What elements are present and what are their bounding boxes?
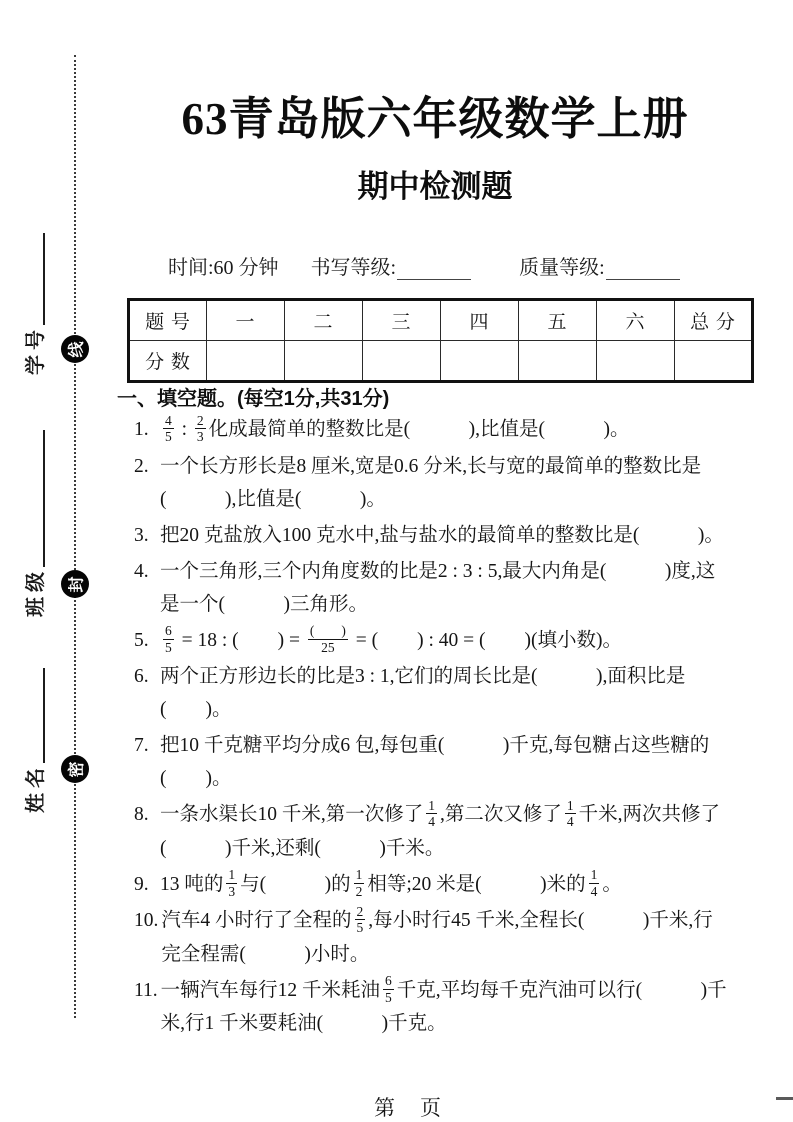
question-number: 8.: [134, 804, 149, 826]
fraction: $\frac{2}{3}$: [196, 412, 204, 445]
fraction: $\frac{1}{4}$: [590, 867, 598, 899]
seal-stamp-mi: 密: [61, 755, 89, 783]
question-number: 2.: [134, 455, 149, 477]
question-row: [134, 413, 782, 447]
fraction: $\frac{1}{4}$: [566, 797, 574, 830]
question-body: 一辆汽车每行12 千米耗油 $\frac{6}{5}$ 千克,平均每千克汽油可以行( )千 米,行1 千米要耗油( )千克。: [160, 973, 727, 1035]
question-number: 10.: [134, 910, 159, 932]
question-number: 9.: [134, 873, 149, 895]
question-row: [134, 974, 782, 1041]
score-cell: [519, 341, 597, 382]
question-row: [134, 660, 782, 726]
score-table-score-row: [129, 341, 753, 382]
score-table-col: 二: [285, 300, 363, 341]
name-field: [16, 668, 50, 813]
question-row: [134, 729, 782, 795]
question-number: 11.: [134, 979, 158, 1001]
question-body: 一个长方形长是8 厘米,宽是0.6 分米,长与宽的最简单的整数比是 ( ),比值是( )。: [160, 455, 702, 510]
question-body: 一条水渠长10 千米,第一次修了 $\frac{1}{4}$ ,第二次又修了 $\frac{1}{4}$ 千米,两次共修了 ( )千米,还剩( )千米。: [160, 797, 721, 859]
score-table-col: 三: [363, 300, 441, 341]
seal-stamp-xian: 线: [61, 335, 89, 363]
fill-in-questions-list: [134, 413, 782, 1043]
score-table-col: 五: [519, 300, 597, 341]
fraction: $\frac{( )}{25}$: [309, 623, 346, 655]
page-footer: 第 页: [374, 1097, 443, 1120]
fraction: $\frac{6}{5}$: [165, 623, 172, 655]
score-cell: [207, 341, 285, 382]
question-number: 1.: [134, 419, 149, 440]
question-row: [134, 624, 782, 658]
student-id-field: [16, 233, 50, 375]
section-one-heading: 一、填空题。(每空1分,共31分): [117, 388, 390, 410]
score-cell: [597, 341, 675, 382]
class-label: 班级: [24, 567, 47, 617]
page-title: 63青岛版六年级数学上册: [181, 94, 689, 144]
score-table-col: 四: [441, 300, 519, 341]
fraction: $\frac{2}{5}$: [356, 903, 364, 936]
seal-stamp-feng: 封: [61, 570, 89, 598]
question-row: [134, 450, 782, 516]
question-row: [134, 904, 782, 971]
fraction: $\frac{6}{5}$: [385, 973, 392, 1005]
page-edge-dash: [776, 1097, 793, 1100]
question-row: [134, 519, 782, 552]
score-cell: [363, 341, 441, 382]
fraction: $\frac{1}{4}$: [428, 797, 436, 830]
question-body: 13 吨的 $\frac{1}{3}$ 与( )的 $\frac{1}{2}$ 相等;20 米是( )米的 $\frac{1}{4}$ 。: [160, 867, 622, 899]
question-row: [134, 555, 782, 621]
question-body: 两个正方形边长的比是3 : 1,它们的周长比是( ),面积比是 ( )。: [160, 666, 686, 721]
name-label: 姓名: [24, 763, 47, 813]
name-blank: [43, 668, 45, 763]
score-table-col: 一: [207, 300, 285, 341]
question-row: [134, 798, 782, 865]
exam-info-bar: [168, 251, 768, 280]
question-number: 6.: [134, 666, 149, 688]
class-blank: [43, 430, 45, 567]
fraction: $\frac{1}{2}$: [355, 867, 363, 899]
score-table-col: 总 分: [675, 300, 753, 341]
question-number: 4.: [134, 560, 149, 582]
score-table-col: 六: [597, 300, 675, 341]
time-label: 时间:60 分钟: [168, 257, 279, 279]
question-body: $\frac{4}{5}$ : $\frac{2}{3}$ 化成最简单的整数比是( ),比值是( )。: [165, 412, 630, 445]
question-row: [134, 868, 782, 902]
score-cell: [675, 341, 753, 382]
fraction: $\frac{4}{5}$: [165, 412, 172, 445]
page-subtitle: 期中检测题: [357, 169, 513, 204]
student-id-blank: [43, 233, 45, 325]
writing-grade-blank: [397, 259, 471, 280]
writing-grade-label: 书写等级:: [310, 257, 397, 279]
score-table-corner: 题 号: [129, 300, 207, 341]
quality-grade-blank: [606, 259, 680, 280]
question-body: $\frac{6}{5}$ = 18 : ( ) = $\frac{( )}{25}$ = ( ) : 40 = ( )(填小数)。: [165, 623, 623, 655]
question-body: 把20 克盐放入100 克水中,盐与盐水的最简单的整数比是( )。: [160, 524, 724, 546]
score-table-header-row: [129, 300, 753, 341]
score-row-label: 分 数: [129, 341, 207, 382]
seal-dotted-line: [74, 55, 76, 1018]
question-number: 3.: [134, 524, 149, 546]
question-number: 5.: [134, 629, 149, 651]
question-body: 一个三角形,三个内角度数的比是2 : 3 : 5,最大内角是( )度,这 是一个( )三角形。: [160, 560, 716, 615]
score-table: [127, 298, 754, 383]
quality-grade-label: 质量等级:: [519, 257, 605, 279]
student-id-label: 学号: [24, 325, 47, 375]
question-number: 7.: [134, 735, 149, 757]
question-body: 把10 千克糖平均分成6 包,每包重( )千克,每包糖占这些糖的 ( )。: [160, 735, 710, 790]
score-cell: [285, 341, 363, 382]
class-field: [16, 430, 50, 617]
fraction: $\frac{1}{3}$: [228, 867, 236, 899]
score-cell: [441, 341, 519, 382]
question-body: 汽车4 小时行了全程的 $\frac{2}{5}$ ,每小时行45 千米,全程长( )千米,行 完全程需( )小时。: [161, 903, 713, 965]
